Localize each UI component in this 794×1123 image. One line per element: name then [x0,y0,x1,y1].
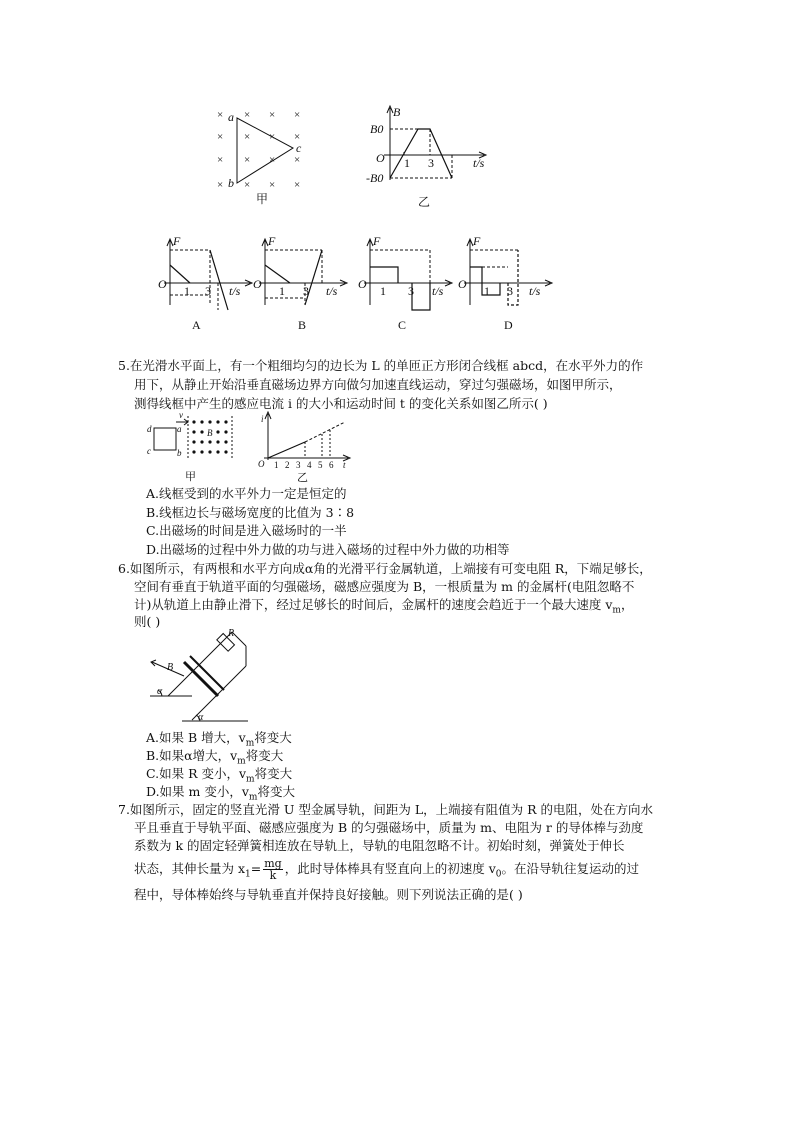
svg-text:5: 5 [318,460,323,470]
q6-option-a[interactable]: A.如果 B 增大，$v_m$将变大 [146,730,292,749]
svg-text:B: B [207,428,213,438]
svg-text:F: F [268,234,276,248]
q7-stem-line2: 平且垂直于导轨平面、磁感应强度为 B 的匀强磁场中，质量为 m、电阻为 r 的导体棒与劲度 [134,820,644,835]
svg-text:O: O [158,277,167,291]
svg-text:1: 1 [380,284,386,298]
q5-option-b[interactable]: B.线框边长与磁场宽度的比值为 3∶8 [146,505,355,520]
q7-stem-line4: 状态，其伸长量为 $x_1=$ $\frac{mg}{k}$ ，此时导体棒具有竖直向上的初速度 $v_0$。在沿导轨往复运动的过 [134,857,640,882]
q5-figure-yi [258,412,350,484]
cross-mark: × [244,154,251,166]
cross-mark: × [244,109,251,121]
svg-text:α: α [157,686,163,697]
svg-text:1: 1 [184,284,190,298]
svg-text:a: a [177,424,182,434]
cross-mark: × [217,109,224,121]
svg-text:3: 3 [205,284,211,298]
svg-text:乙: 乙 [297,472,308,484]
caption-jia: 甲 [256,192,269,206]
svg-text:2: 2 [285,460,290,470]
svg-text:B: B [298,318,307,332]
q5-option-a[interactable]: A.线框受到的水平外力一定是恒定的 [146,486,347,501]
svg-text:O: O [258,459,265,469]
q7-stem-line1: 7.如图所示，固定的竖直光滑 U 型金属导轨，间距为 L，上端接有阻值为 R 的电阻，处在方向水 [118,802,654,817]
svg-text:3: 3 [408,284,414,298]
svg-text:i: i [261,414,264,424]
q6-stem-line1: 6.如图所示，有两根和水平方向成α角的光滑平行金属轨道，上端接有可变电阻 R，下端足够长， [118,561,652,576]
svg-text:4: 4 [307,460,312,470]
i-line-2 [305,422,345,442]
cross-mark: × [217,154,224,166]
svg-text:C: C [398,318,407,332]
square-loop [154,428,176,450]
svg-text:R: R [228,628,235,639]
cross-mark: × [244,179,251,191]
q5-stem-line1: 5.在光滑水平面上，有一个粗细均匀的边长为 L 的单匝正方形闭合线框 abcd，在水平外力的作 [118,358,644,373]
tick1-label: 1 [404,156,410,170]
neg-b0-label: -B0 [366,171,384,185]
q6-figure [140,624,260,728]
q7-stem-line3: 系数为 k 的固定轻弹簧相连放在导轨上，导轨的电阻忽略不计。初始时刻，弹簧处于伸长 [134,838,625,853]
q6-stem-line2: 空间有垂直于轨道平面的匀强磁场，磁感应强度为 B，一根质量为 m 的金属杆(电阻忽略不 [134,579,635,594]
q6-option-c[interactable]: C.如果 R 变小，$v_m$将变大 [146,766,293,785]
cross-mark: × [294,154,301,166]
svg-text:t/s: t/s [432,284,444,298]
svg-text:1: 1 [279,284,285,298]
option-graph-c [358,234,452,332]
q5-option-c[interactable]: C.出磁场的时间是进入磁场时的一半 [146,523,347,538]
triangle-loop [237,118,293,183]
b-curve [390,129,452,178]
cross-mark: × [294,131,301,143]
svg-text:6: 6 [329,460,334,470]
option-graph-b [253,234,347,332]
vertex-c: c [296,141,302,155]
q6-stem-line4: 则( ) [134,614,161,629]
svg-text:A: A [192,318,201,332]
svg-text:v: v [179,410,183,420]
q5-figure-jia [147,410,232,483]
svg-text:3: 3 [303,284,309,298]
svg-text:1: 1 [484,284,490,298]
svg-text:b: b [177,448,182,458]
cross-mark: × [217,131,224,143]
svg-text:c: c [147,446,151,456]
cross-mark: × [269,154,276,166]
svg-text:t/s: t/s [229,284,241,298]
svg-text:O: O [253,277,262,291]
svg-text:1: 1 [274,460,279,470]
svg-text:t/s: t/s [326,284,338,298]
q5-option-d[interactable]: D.出磁场的过程中外力做的功与进入磁场的过程中外力做的功相等 [146,542,510,557]
figure-jia [217,109,302,206]
svg-text:F: F [373,234,381,248]
cross-mark: × [217,179,224,191]
svg-text:B: B [167,662,174,673]
b0-label: B0 [370,122,384,136]
svg-text:α: α [198,712,204,723]
caption-yi: 乙 [418,195,431,209]
q5-stem-line3: 测得线框中产生的感应电流 i 的大小和运动时间 t 的变化关系如图乙所示( ) [134,396,548,411]
q5-figures [140,408,360,486]
figure-yi [366,105,486,209]
q6-stem-line3: 计)从轨道上由静止滑下，经过足够长的时间后，金属杆的速度会趋近于一个最大速度 $v_m$， [134,597,634,616]
svg-text:F: F [473,234,481,248]
svg-text:O: O [358,277,367,291]
vertex-b: b [228,176,234,190]
svg-text:t: t [343,460,346,470]
tick3-label: 3 [428,156,434,170]
origin-label: O [376,151,385,165]
q6-option-b[interactable]: B.如果α增大，$v_m$将变大 [146,748,284,767]
top-figures [0,0,794,345]
option-graph-d [458,234,552,332]
svg-text:t/s: t/s [529,284,541,298]
svg-text:3: 3 [296,460,301,470]
cross-mark: × [269,109,276,121]
x-axis-label: t/s [473,156,485,170]
q6-option-d[interactable]: D.如果 m 变小，$v_m$将变大 [146,784,295,803]
cross-mark: × [294,109,301,121]
q7-stem-line5: 程中，导体棒始终与导轨垂直并保持良好接触。则下列说法正确的是( ) [134,887,523,902]
svg-text:O: O [458,277,467,291]
svg-text:3: 3 [507,284,513,298]
fraction-mg-over-k: $\frac{mg}{k}$ [264,857,282,882]
i-line-1 [268,442,305,458]
q5-stem-line2: 用下，从静止开始沿垂直磁场边界方向做匀加速直线运动，穿过匀强磁场，如图甲所示， [134,377,622,392]
axis-label-b: B [393,105,401,119]
svg-text:甲: 甲 [185,471,196,483]
vertex-a: a [228,110,234,124]
cross-mark: × [269,179,276,191]
rail-1 [168,632,232,696]
cross-mark: × [244,131,251,143]
svg-text:d: d [147,424,152,434]
svg-text:F: F [173,234,181,248]
cross-mark: × [269,131,276,143]
option-graph-a [158,234,252,332]
svg-text:D: D [504,318,513,332]
cross-mark: × [294,179,301,191]
